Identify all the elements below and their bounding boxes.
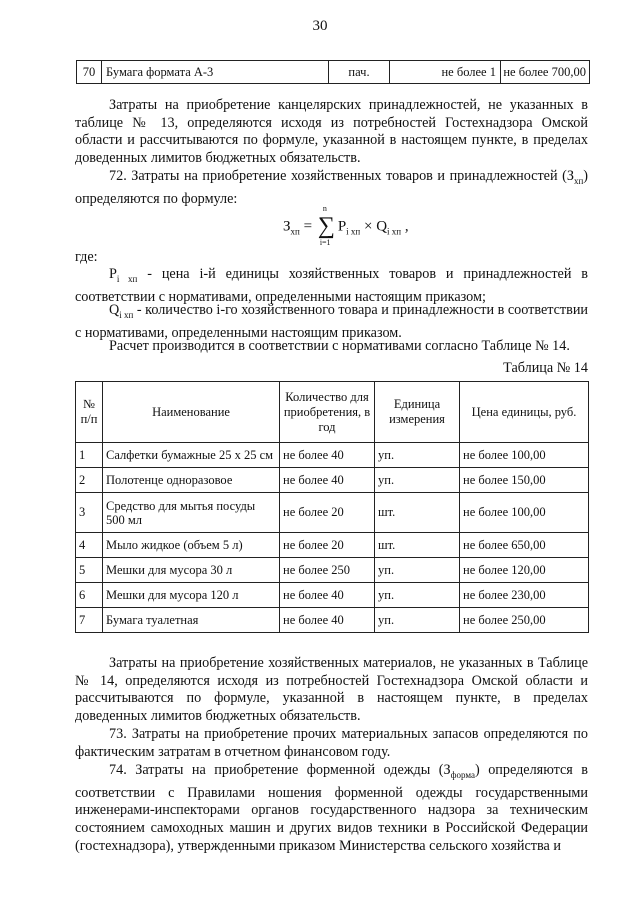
quantity-symbol: Q bbox=[109, 302, 120, 318]
item-price: не более 250,00 bbox=[460, 608, 589, 633]
row-number: 6 bbox=[76, 583, 103, 608]
paragraph-quantity-definition bbox=[75, 302, 588, 342]
item-price: не более 120,00 bbox=[460, 558, 589, 583]
item-quantity: не более 20 bbox=[280, 493, 375, 533]
item-quantity: не более 40 bbox=[280, 443, 375, 468]
sum-lower-limit: i=1 bbox=[319, 238, 331, 247]
p74-text-end: ) определяются в соответствии с Правилами ношения форменной одежды государственными инженерами-инспекторами органов государственного надзора за техническим состоянием самоходных машин и других видов техники в Российской Федерации (гостехнадзора), утвержденными приказом Министерства сельского хозяйства и bbox=[75, 762, 589, 854]
item-name: Полотенце одноразовое bbox=[103, 468, 280, 493]
paragraph-price-definition bbox=[75, 266, 588, 306]
item-name: Мыло жидкое (объем 5 л) bbox=[103, 533, 280, 558]
page-number: 30 bbox=[312, 18, 328, 34]
item-name: Мешки для мусора 120 л bbox=[103, 583, 280, 608]
item-unit: уп. bbox=[375, 608, 460, 633]
item-unit: уп. bbox=[375, 558, 460, 583]
header-number: № п/п bbox=[76, 382, 103, 443]
formula-p: P bbox=[337, 218, 347, 235]
formula-lhs: З bbox=[283, 218, 291, 235]
header-unit: Единица измерения bbox=[375, 382, 460, 443]
header-quantity: Количество для приобретения, в год bbox=[280, 382, 375, 443]
table-continuation-row bbox=[76, 60, 590, 84]
item-unit: уп. bbox=[375, 443, 460, 468]
paragraph-household-materials: Затраты на приобретение хозяйственных материалов, не указанных в Таблице № 14, определяются исходя из потребностей Гостехнадзора Омской области и рассчитываются по формуле, указанной в настоящем пункте, в пределах доведенных лимитов бюджетных обязательств. bbox=[75, 655, 588, 725]
formula-tail: , bbox=[401, 218, 409, 235]
item-unit: уп. bbox=[375, 468, 460, 493]
formula-household bbox=[283, 204, 409, 247]
sum-upper-limit: n bbox=[322, 204, 327, 213]
item-quantity: не более 20 bbox=[280, 533, 375, 558]
item-name: Бумага формата А-3 bbox=[102, 61, 329, 83]
p74-text-start: 74. Затраты на приобретение форменной одежды (З bbox=[109, 762, 451, 778]
table-row bbox=[76, 558, 589, 583]
item-quantity: не более 40 bbox=[280, 583, 375, 608]
header-name: Наименование bbox=[103, 382, 280, 443]
row-number: 3 bbox=[76, 493, 103, 533]
row-number: 70 bbox=[77, 61, 102, 83]
sum-sign: n ∑ i=1 bbox=[317, 204, 335, 247]
row-number: 2 bbox=[76, 468, 103, 493]
table-header-row bbox=[76, 382, 589, 443]
row-number: 1 bbox=[76, 443, 103, 468]
paragraph-73: 73. Затраты на приобретение прочих материальных запасов определяются по фактическим затратам в отчетном финансовом году. bbox=[75, 726, 588, 760]
item-name: Бумага туалетная bbox=[103, 608, 280, 633]
table-row bbox=[76, 493, 589, 533]
paragraph-office-supplies: Затраты на приобретение канцелярских принадлежностей, не указанных в таблице № 13, определяются исходя из потребностей Гостехнадзора Омской области и рассчитываются по формуле, указанной в настоящем пункте, в пределах доведенных лимитов бюджетных обязательств. bbox=[75, 97, 588, 167]
item-price: не более 100,00 bbox=[460, 443, 589, 468]
paragraph-calculation-note: Расчет производится в соответствии с нормативами согласно Таблице № 14. bbox=[109, 338, 570, 354]
price-subscript: i хп bbox=[116, 273, 138, 284]
item-quantity: не более 1 bbox=[390, 61, 501, 83]
item-name: Салфетки бумажные 25 х 25 см bbox=[103, 443, 280, 468]
formula-q-sub: i хп bbox=[387, 226, 402, 237]
p74-subscript: форма bbox=[450, 769, 475, 780]
table-row bbox=[76, 468, 589, 493]
item-price: не более 700,00 bbox=[503, 64, 586, 79]
paragraph-72 bbox=[75, 168, 588, 208]
price-definition-text: - цена i-й единицы хозяйственных товаров и принадлежностей в соответствии с нормативами, определенными настоящим приказом; bbox=[75, 266, 588, 305]
table-14 bbox=[75, 381, 589, 633]
table-row bbox=[76, 583, 589, 608]
formula-p-sub: i хп bbox=[346, 226, 361, 237]
item-quantity: не более 40 bbox=[280, 468, 375, 493]
table-row bbox=[76, 443, 589, 468]
formula-times: × bbox=[360, 218, 377, 235]
item-unit: шт. bbox=[375, 533, 460, 558]
p72-text-end: ) определяются по формуле: bbox=[75, 168, 588, 207]
item-quantity: не более 40 bbox=[280, 608, 375, 633]
item-unit: уп. bbox=[375, 583, 460, 608]
item-name: Средство для мытья посуды 500 мл bbox=[103, 493, 280, 533]
table-row bbox=[76, 608, 589, 633]
paragraph-74 bbox=[75, 762, 588, 855]
item-quantity: не более 250 bbox=[280, 558, 375, 583]
paragraph-where: где: bbox=[75, 249, 98, 265]
row-number: 7 bbox=[76, 608, 103, 633]
p72-text-start: 72. Затраты на приобретение хозяйственных товаров и принадлежностей (З bbox=[109, 168, 574, 184]
item-price: не более 150,00 bbox=[460, 468, 589, 493]
header-price: Цена единицы, руб. bbox=[460, 382, 589, 443]
formula-lhs-sub: хп bbox=[290, 226, 300, 237]
row-number: 4 bbox=[76, 533, 103, 558]
table-row bbox=[76, 533, 589, 558]
table-14-title: Таблица № 14 bbox=[503, 360, 588, 376]
item-unit: пач. bbox=[329, 61, 390, 83]
formula-q: Q bbox=[376, 218, 388, 235]
p72-subscript: хп bbox=[573, 175, 584, 186]
quantity-definition-text: - количество i-го хозяйственного товара и принадлежности в соответствии с нормативами, определенными настоящим приказом. bbox=[75, 302, 589, 341]
price-symbol: P bbox=[109, 266, 117, 282]
item-name: Мешки для мусора 30 л bbox=[103, 558, 280, 583]
row-number: 5 bbox=[76, 558, 103, 583]
quantity-subscript: i хп bbox=[119, 309, 134, 320]
item-unit: шт. bbox=[375, 493, 460, 533]
item-price: не более 100,00 bbox=[460, 493, 589, 533]
formula-eq: = bbox=[299, 218, 316, 235]
item-price: не более 650,00 bbox=[460, 533, 589, 558]
item-price: не более 230,00 bbox=[460, 583, 589, 608]
